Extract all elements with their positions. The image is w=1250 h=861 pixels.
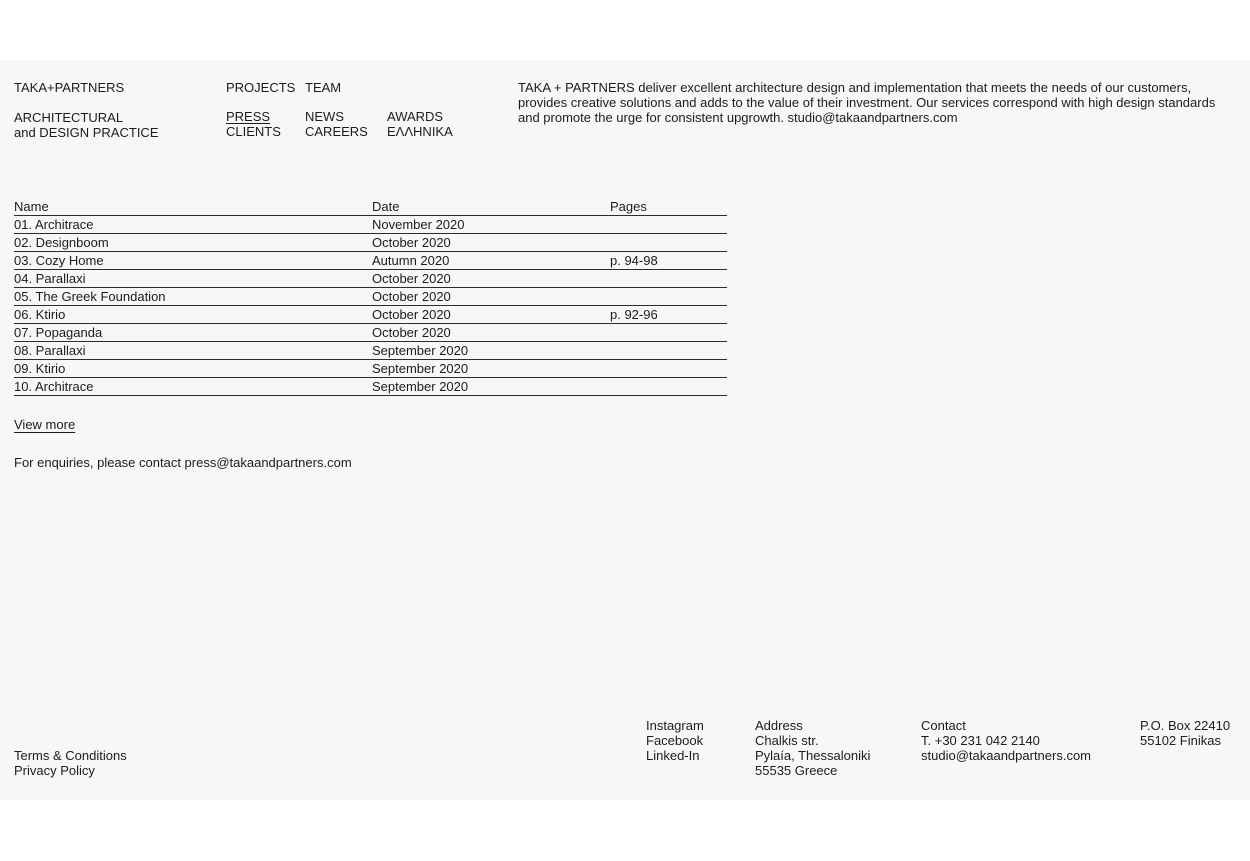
column-header-name: Name [14,199,49,214]
cell-name: 10. Architrace [14,379,94,394]
cell-date: October 2020 [372,325,451,340]
cell-name: 03. Cozy Home [14,253,104,268]
nav-item-press[interactable]: PRESS [226,109,271,124]
table-row[interactable] [14,216,727,234]
table-header-row [14,198,727,216]
address-heading: Address [755,718,803,733]
cell-date: November 2020 [372,217,465,232]
nav-item-clients[interactable]: CLIENTS [226,124,281,139]
nav-item-awards[interactable]: AWARDS [387,109,444,124]
footer-social [646,718,704,763]
table-row[interactable] [14,234,727,252]
cell-date: September 2020 [372,343,469,358]
footer-pobox [1140,718,1230,748]
cell-pages: p. 92-96 [610,307,658,322]
contact-heading: Contact [921,718,966,733]
cell-date: October 2020 [372,235,451,250]
cell-date: Autumn 2020 [372,253,450,268]
brand-tagline-line1: ARCHITECTURAL [14,110,124,125]
cell-pages: p. 94-98 [610,253,658,268]
cell-name: 01. Architrace [14,217,94,232]
cell-name: 05. The Greek Foundation [14,289,166,304]
cell-name: 06. Ktirio [14,307,66,322]
table-row[interactable] [14,252,727,270]
table-row[interactable] [14,306,727,324]
address-line: 55535 Greece [755,763,838,778]
address-line: Pylaía, Thessaloniki [755,748,871,763]
table-row[interactable] [14,324,727,342]
cell-date: September 2020 [372,379,469,394]
cell-name: 04. Parallaxi [14,271,86,286]
footer-legal [14,748,127,778]
contact-email: studio@takaandpartners.com [921,748,1092,763]
address-line: Chalkis str. [755,733,819,748]
linkedin-link[interactable]: Linked-In [646,748,700,763]
cell-date: October 2020 [372,289,451,304]
cell-name: 07. Popaganda [14,325,103,340]
content-panel [0,60,1250,800]
footer-address [755,718,870,778]
table-row[interactable] [14,270,727,288]
studio-description: TAKA + PARTNERS deliver excellent architecture design and implementation that meets the needs of our customers, provides creative solutions and adds to the value of their investment. Our services correspond with high design standards and promote the urge for consistent upgrowth. studio@takaandpartners.com [518,80,1216,125]
table-row[interactable] [14,360,727,378]
press-table [14,198,727,396]
nav-spacer [387,80,453,94]
nav-spacer [305,95,368,109]
pobox-line: 55102 Finikas [1140,733,1221,748]
table-row[interactable] [14,378,727,396]
terms-link[interactable]: Terms & Conditions [14,748,127,763]
nav-item-news[interactable]: NEWS [305,109,344,124]
nav-item-careers[interactable]: CAREERS [305,124,368,139]
cell-date: September 2020 [372,361,469,376]
brand-tagline-line2: and DESIGN PRACTICE [14,125,159,140]
table-row[interactable] [14,288,727,306]
facebook-link[interactable]: Facebook [646,733,704,748]
cell-name: 09. Ktirio [14,361,66,376]
privacy-link[interactable]: Privacy Policy [14,763,95,778]
brand-logo[interactable]: TAKA+PARTNERS [14,80,125,95]
pobox-line: P.O. Box 22410 [1140,718,1231,733]
contact-phone: T. +30 231 042 2140 [921,733,1040,748]
column-header-date: Date [372,199,400,214]
nav-spacer [387,94,453,109]
nav-column-2 [305,80,368,139]
footer-contact [921,718,1091,763]
view-more-link[interactable]: View more [14,417,76,432]
column-header-pages: Pages [610,199,647,214]
nav-column-3 [387,80,453,139]
nav-column-1 [226,80,295,139]
cell-date: October 2020 [372,271,451,286]
cell-name: 02. Designboom [14,235,109,250]
cell-name: 08. Parallaxi [14,343,86,358]
table-row[interactable] [14,342,727,360]
instagram-link[interactable]: Instagram [646,718,704,733]
cell-date: October 2020 [372,307,451,322]
nav-spacer [226,95,295,109]
enquiries-text: For enquiries, please contact press@takaandpartners.com [14,455,352,470]
nav-item-projects[interactable]: PROJECTS [226,80,296,95]
brand-tagline [14,110,159,140]
nav-item-greek-language[interactable]: ΕΛΛΗΝΙΚΑ [387,124,453,139]
nav-item-team[interactable]: TEAM [305,80,342,95]
